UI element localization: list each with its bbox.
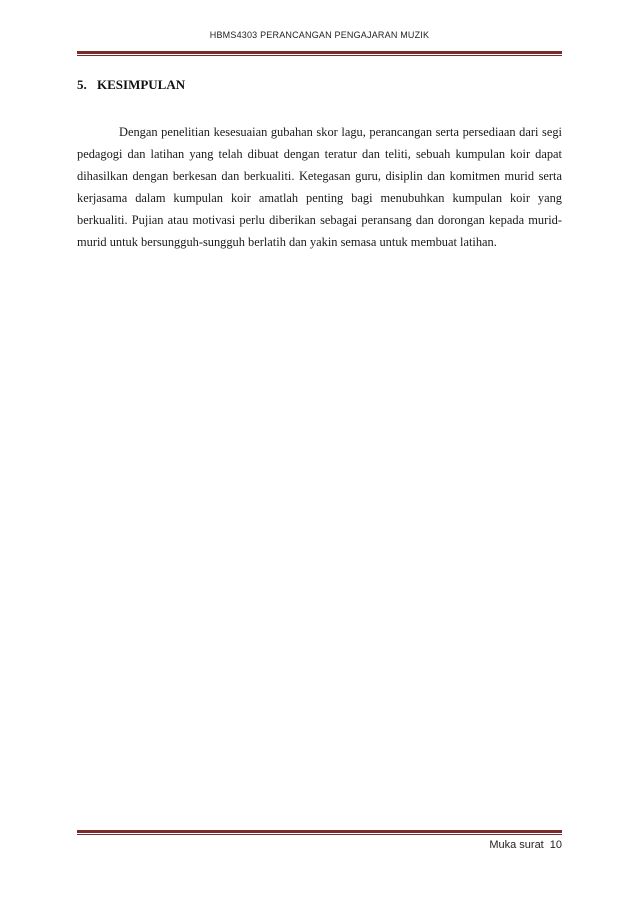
footer-rule-thick <box>77 830 562 833</box>
section-title: KESIMPULAN <box>97 77 186 92</box>
section-number: 5. <box>77 77 87 92</box>
running-header: HBMS4303 PERANCANGAN PENGAJARAN MUZIK <box>209 30 430 40</box>
footer-rule <box>77 830 562 835</box>
footer-label: Muka surat <box>489 839 544 851</box>
section-heading <box>77 77 185 93</box>
conclusion-paragraph: Dengan penelitian kesesuaian gubahan skor lagu, perancangan serta persediaan dari segi pedagogi dan latihan yang telah dibuat dengan teratur dan teliti, sebuah kumpulan koir dapat dihasilkan dengan berkesan dan berkualiti. Ketegasan guru, disiplin dan komitmen murid serta kerjasama dalam kumpulan koir amatlah penting bagi menubuhkan kumpulan koir yang berkualiti. Pujian atau motivasi perlu diberikan sebagai peransang dan dorongan kepada murid-murid untuk bersungguh-sungguh berlatih dan yakin semasa untuk membuat latihan. <box>77 125 562 249</box>
page-number: 10 <box>549 839 562 851</box>
page-footer <box>489 839 562 851</box>
footer-rule-thin <box>77 834 562 835</box>
header-rule-thick <box>77 51 562 54</box>
header-rule <box>77 51 562 56</box>
header-rule-thin <box>77 55 562 56</box>
